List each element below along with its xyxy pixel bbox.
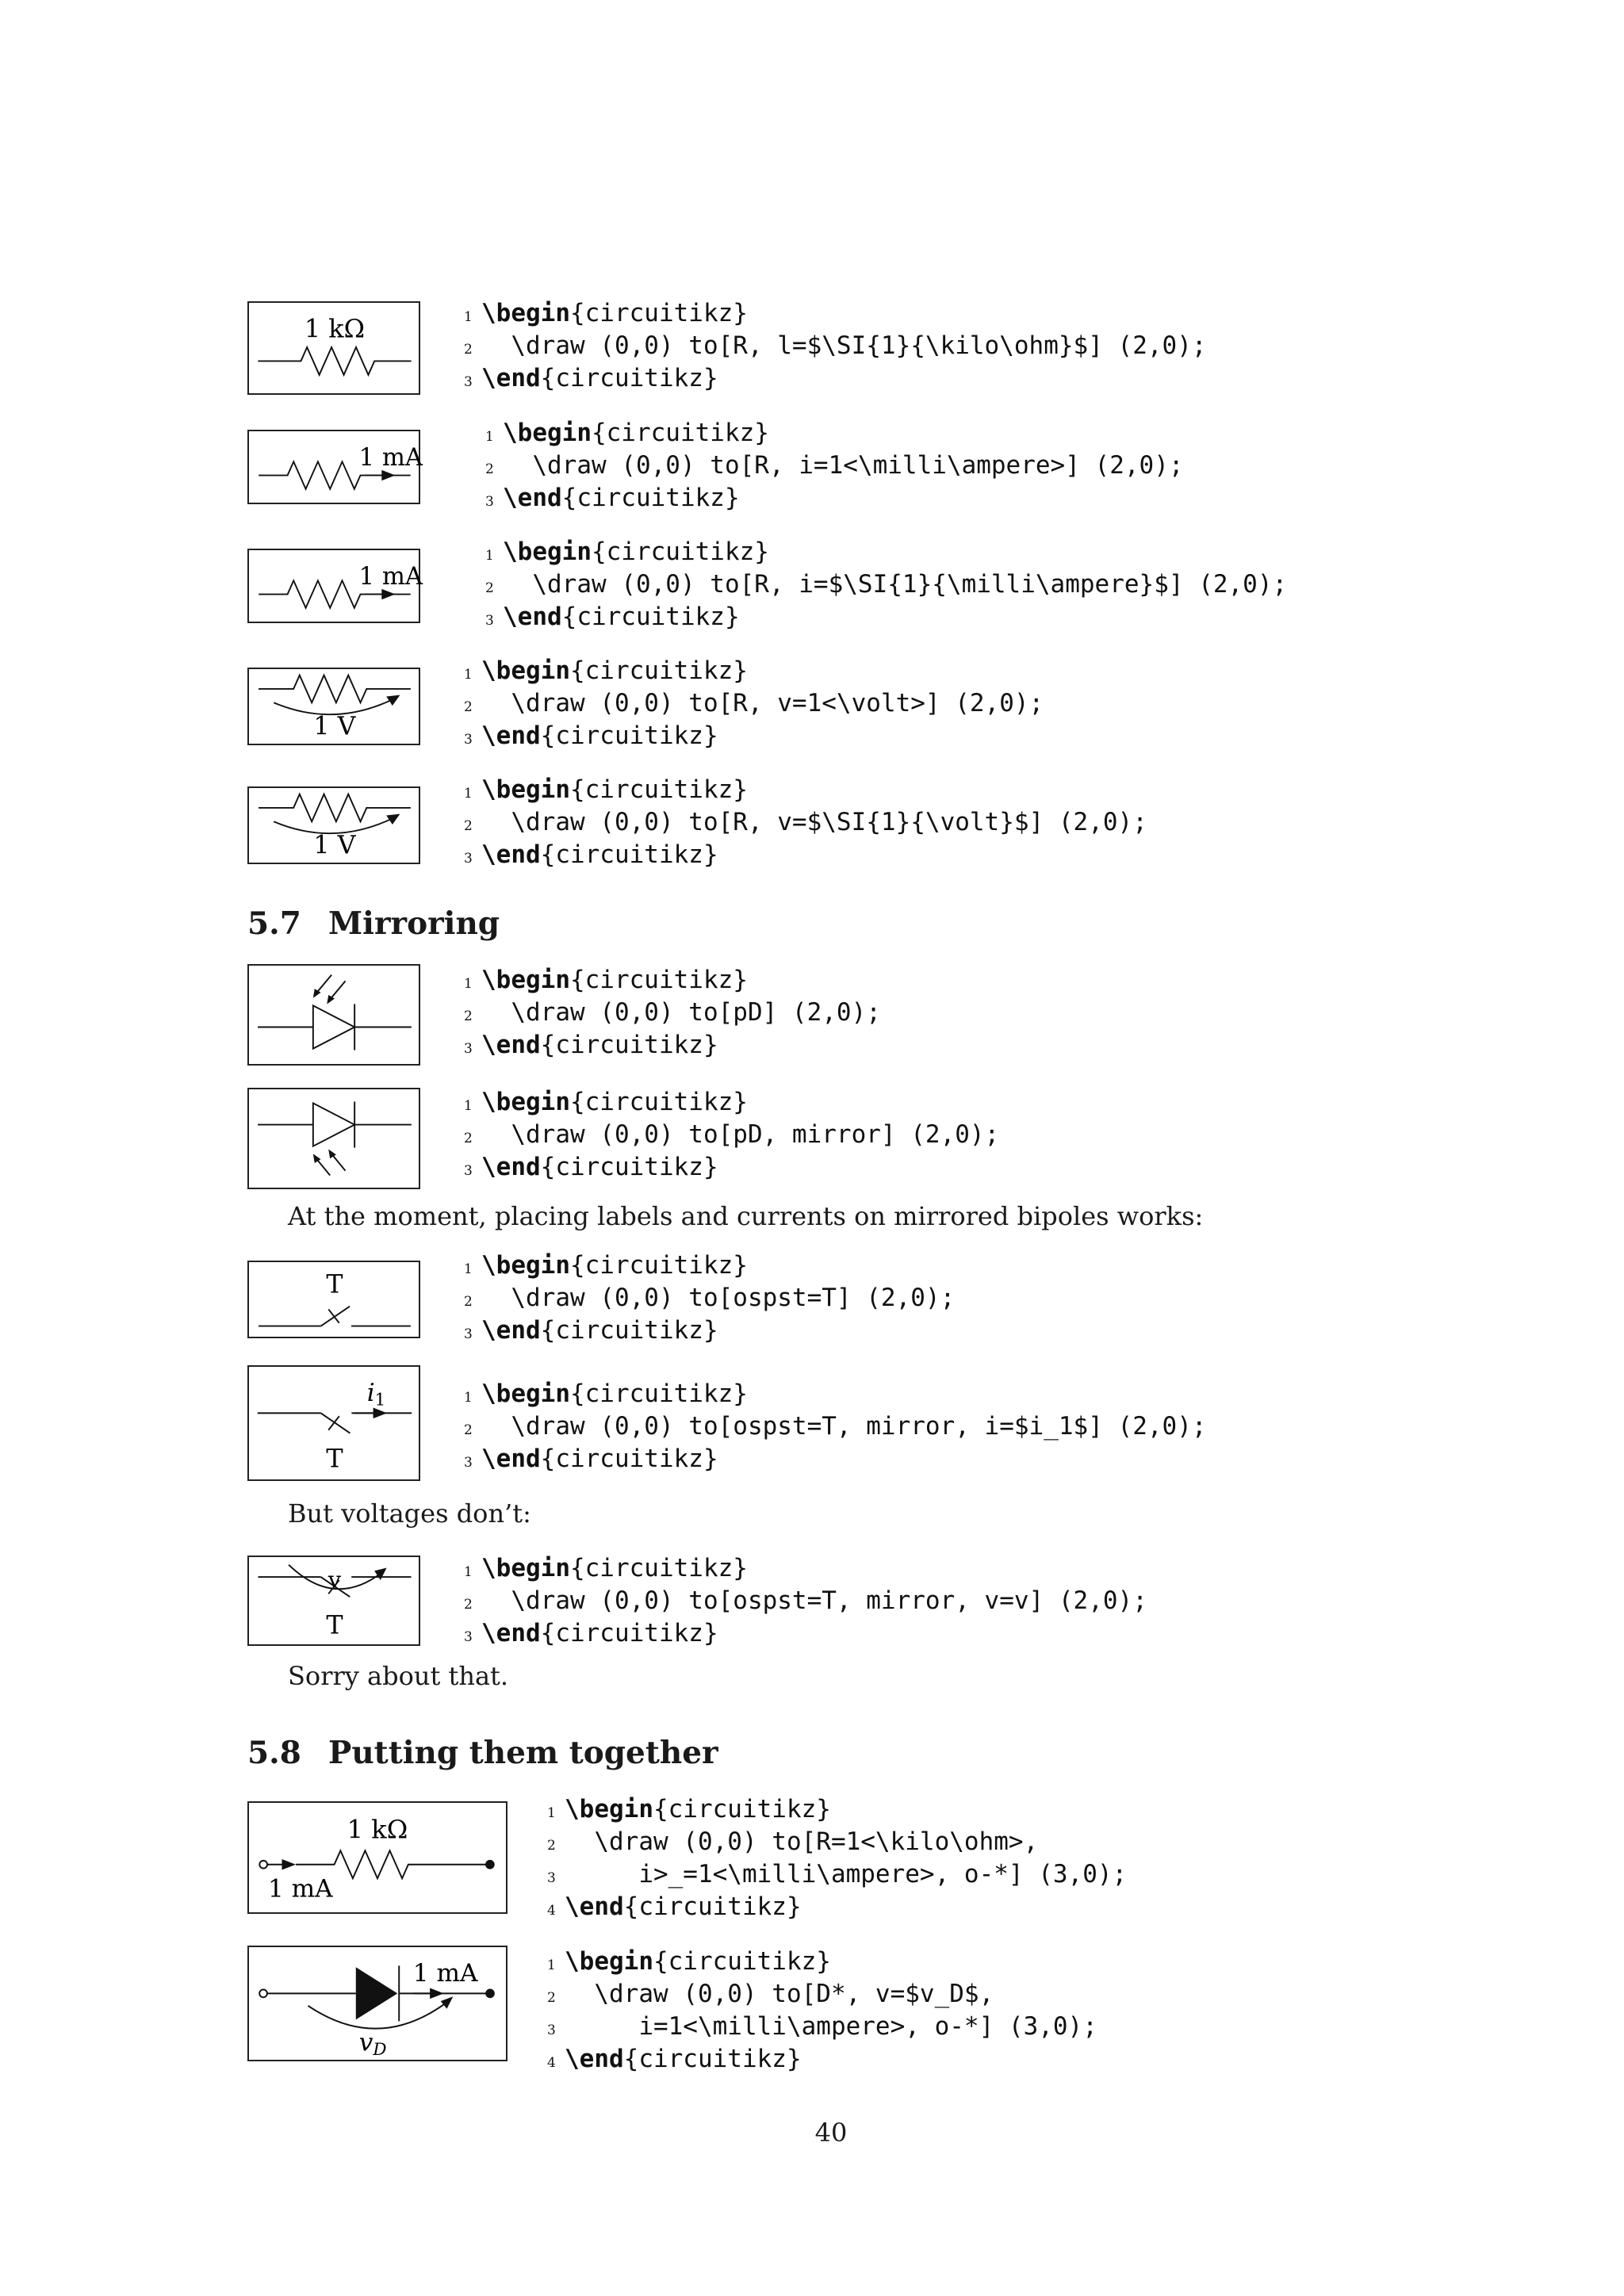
- figure-switch-voltage: [247, 1556, 420, 1646]
- code-line: [464, 1086, 999, 1119]
- code-block-5: [464, 774, 1147, 871]
- section-title: Putting them together: [328, 1735, 718, 1771]
- code-keyword: \begin: [565, 1795, 653, 1823]
- line-number: 1: [464, 976, 473, 992]
- line-number: 4: [547, 2055, 556, 2071]
- code-line: [547, 1891, 1127, 1923]
- current-symbol: [367, 1379, 386, 1410]
- code-block-10: [464, 1552, 1147, 1650]
- line-number: 2: [464, 1008, 473, 1024]
- code-keyword: \end: [481, 364, 541, 392]
- switch-voltage-diagram: [249, 1557, 419, 1644]
- line-number: 1: [464, 786, 473, 802]
- code-text: \draw (0,0) to[ospst=T] (2,0);: [481, 1284, 956, 1312]
- resistor-label-diagram: [249, 303, 419, 393]
- code-line: [547, 2011, 1097, 2043]
- resistor-combined-diagram: [249, 1803, 506, 1912]
- page-number: 40: [814, 2118, 848, 2148]
- code-text: \draw (0,0) to[ospst=T, mirror, i=$i_1$] (2,0);: [481, 1412, 1207, 1441]
- code-block-12: [547, 1946, 1097, 2076]
- code-block-1: [464, 297, 1207, 395]
- line-number: 4: [547, 1903, 556, 1919]
- code-text: {circuitikz}: [569, 656, 748, 685]
- switch-label: T: [326, 1609, 343, 1640]
- section-heading-together: [247, 1735, 718, 1771]
- current-subscript: 1: [374, 1390, 386, 1410]
- line-number: 3: [485, 494, 494, 510]
- resistor-current-diagram: [249, 431, 423, 503]
- code-text: \draw (0,0) to[R, i=1<\milli\ampere>] (2,0);: [503, 451, 1184, 480]
- line-number: 3: [547, 1870, 556, 1886]
- line-number: 2: [464, 1422, 473, 1438]
- code-line: [464, 655, 1044, 687]
- code-keyword: \begin: [481, 656, 570, 685]
- code-keyword: \begin: [481, 966, 570, 994]
- figure-resistor-voltage-si: [247, 786, 420, 864]
- code-keyword: \end: [481, 1445, 541, 1473]
- code-text: {circuitikz}: [540, 1316, 718, 1345]
- photodiode-mirrored-diagram: [249, 1089, 419, 1188]
- code-text: {circuitikz}: [569, 1088, 748, 1116]
- code-text: {circuitikz}: [540, 840, 718, 869]
- code-text: \draw (0,0) to[pD] (2,0);: [481, 998, 881, 1027]
- code-text: {circuitikz}: [540, 1619, 718, 1647]
- code-text: {circuitikz}: [540, 721, 718, 750]
- code-keyword: \begin: [481, 775, 570, 804]
- code-keyword: \begin: [503, 419, 592, 447]
- line-number: 1: [464, 1390, 473, 1406]
- current-label: 1 mA: [412, 1958, 478, 1988]
- switch-current-diagram: [249, 1367, 419, 1479]
- code-line: [547, 1946, 1097, 1978]
- line-number: 2: [464, 1131, 473, 1146]
- code-line: [464, 1378, 1207, 1410]
- line-number: 3: [464, 732, 473, 748]
- code-line: [485, 536, 1287, 568]
- code-text: {circuitikz}: [653, 1795, 831, 1823]
- code-line: [547, 1826, 1127, 1858]
- code-keyword: \end: [481, 721, 541, 750]
- figure-resistor-voltage: [247, 668, 420, 745]
- code-line: [464, 1314, 955, 1347]
- voltage-letter: v: [358, 2028, 373, 2057]
- code-block-8: [464, 1249, 955, 1347]
- diode-combined-diagram: [249, 1947, 506, 2060]
- line-number: 2: [464, 818, 473, 834]
- code-text: {circuitikz}: [540, 1153, 718, 1181]
- paragraph-labels-work: At the moment, placing labels and currents on mirrored bipoles works:: [288, 1201, 1204, 1231]
- figure-diode-combined: [247, 1946, 508, 2061]
- code-keyword: \end: [481, 1316, 541, 1345]
- line-number: 1: [547, 1805, 556, 1821]
- code-text: {circuitikz}: [540, 364, 718, 392]
- section-heading-mirroring: [247, 905, 500, 942]
- code-text: \draw (0,0) to[R, v=1<\volt>] (2,0);: [481, 689, 1044, 718]
- code-block-2: [485, 417, 1184, 515]
- code-keyword: \end: [503, 603, 562, 631]
- code-line: [464, 330, 1207, 362]
- code-line: [547, 1978, 1097, 2011]
- line-number: 3: [464, 1455, 473, 1471]
- switch-label-diagram: [249, 1262, 419, 1337]
- code-line: [464, 1119, 999, 1151]
- line-number: 3: [485, 613, 494, 629]
- code-line: [464, 687, 1044, 720]
- line-number: 1: [464, 1564, 473, 1580]
- code-line: [485, 417, 1184, 450]
- section-number: 5.8: [247, 1735, 301, 1771]
- line-number: 2: [464, 342, 473, 358]
- line-number: 1: [464, 309, 473, 325]
- resistance-label: 1 kΩ: [347, 1814, 408, 1845]
- code-keyword: \end: [481, 1031, 541, 1059]
- line-number: 1: [485, 429, 494, 445]
- switch-label: T: [326, 1443, 343, 1474]
- line-number: 1: [464, 1261, 473, 1277]
- line-number: 2: [547, 1838, 556, 1854]
- code-keyword: \begin: [481, 1380, 570, 1408]
- figure-label: 1 kΩ: [304, 313, 366, 344]
- code-keyword: \begin: [503, 538, 592, 566]
- line-number: 3: [464, 851, 473, 867]
- code-text: {circuitikz}: [569, 775, 748, 804]
- section-number: 5.7: [247, 905, 301, 942]
- code-text: {circuitikz}: [561, 603, 740, 631]
- current-letter: i: [366, 1378, 375, 1407]
- code-text: i=1<\milli\ampere>, o-*] (3,0);: [565, 2012, 1097, 2041]
- code-block-7: [464, 1086, 999, 1184]
- paragraph-sorry: Sorry about that.: [288, 1661, 509, 1691]
- code-line: [464, 1585, 1147, 1617]
- code-line: [464, 1410, 1207, 1443]
- code-text: {circuitikz}: [591, 538, 769, 566]
- current-label: 1 mA: [268, 1874, 333, 1904]
- code-keyword: \end: [565, 2045, 624, 2073]
- code-line: [485, 568, 1287, 601]
- code-line: [464, 1552, 1147, 1585]
- code-line: [464, 1282, 955, 1314]
- code-text: {circuitikz}: [569, 1554, 748, 1582]
- line-number: 3: [464, 1629, 473, 1645]
- figure-switch-current: [247, 1365, 420, 1481]
- code-text: \draw (0,0) to[R, v=$\SI{1}{\volt}$] (2,0);: [481, 808, 1147, 836]
- code-text: {circuitikz}: [623, 2045, 802, 2073]
- code-line: [464, 997, 881, 1029]
- code-text: {circuitikz}: [569, 1380, 748, 1408]
- paragraph-voltages-dont: But voltages don’t:: [288, 1498, 531, 1529]
- code-keyword: \begin: [481, 1251, 570, 1280]
- code-line: [547, 1793, 1127, 1826]
- code-line: [547, 1858, 1127, 1891]
- code-keyword: \end: [481, 1153, 541, 1181]
- code-keyword: \begin: [565, 1947, 653, 1976]
- code-text: {circuitikz}: [540, 1031, 718, 1059]
- code-line: [485, 482, 1184, 515]
- code-text: {circuitikz}: [569, 1251, 748, 1280]
- code-line: [464, 774, 1147, 806]
- section-title: Mirroring: [328, 905, 500, 942]
- line-number: 3: [464, 1326, 473, 1342]
- voltage-label: 1 V: [313, 831, 356, 860]
- code-line: [464, 720, 1044, 752]
- line-number: 2: [547, 1990, 556, 2006]
- switch-label: T: [326, 1270, 343, 1299]
- code-line: [464, 1249, 955, 1282]
- voltage-subscript: D: [373, 2040, 387, 2061]
- figure-photodiode-mirrored: [247, 1088, 420, 1189]
- figure-resistor-combined: [247, 1801, 508, 1914]
- line-number: 3: [464, 1163, 473, 1179]
- resistor-voltage-diagram: [249, 669, 419, 744]
- line-number: 2: [485, 461, 494, 477]
- code-text: {circuitikz}: [569, 299, 748, 327]
- voltage-label: 1 V: [313, 712, 356, 741]
- code-line: [464, 362, 1207, 395]
- code-line: [464, 839, 1147, 871]
- line-number: 1: [464, 667, 473, 683]
- code-keyword: \begin: [481, 1554, 570, 1582]
- line-number: 3: [464, 374, 473, 390]
- code-text: {circuitikz}: [653, 1947, 831, 1976]
- code-block-6: [464, 964, 881, 1062]
- code-line: [464, 1029, 881, 1062]
- line-number: 2: [464, 699, 473, 715]
- code-line: [464, 1151, 999, 1184]
- line-number: 2: [464, 1294, 473, 1310]
- code-keyword: \end: [503, 484, 562, 512]
- code-text: \draw (0,0) to[D*, v=$v_D$,: [565, 1980, 994, 2008]
- figure-resistor-current-si: [247, 549, 423, 623]
- code-text: \draw (0,0) to[R, i=$\SI{1}{\milli\ampere}$] (2,0);: [503, 570, 1288, 599]
- code-keyword: \end: [481, 840, 541, 869]
- code-keyword: \end: [481, 1619, 541, 1647]
- line-number: 3: [547, 2022, 556, 2038]
- code-text: {circuitikz}: [540, 1445, 718, 1473]
- code-block-3: [485, 536, 1287, 633]
- code-block-9: [464, 1378, 1207, 1475]
- code-text: {circuitikz}: [569, 966, 748, 994]
- code-line: [485, 450, 1184, 482]
- line-number: 2: [485, 580, 494, 596]
- figure-resistor-current: [247, 430, 423, 504]
- current-label: 1 mA: [358, 444, 423, 473]
- code-block-11: [547, 1793, 1127, 1923]
- code-keyword: \begin: [481, 1088, 570, 1116]
- code-text: \draw (0,0) to[ospst=T, mirror, v=v] (2,0);: [481, 1586, 1147, 1615]
- code-text: \draw (0,0) to[R=1<\kilo\ohm>,: [565, 1827, 1039, 1856]
- code-line: [464, 806, 1147, 839]
- line-number: 1: [547, 1957, 556, 1973]
- code-text: \draw (0,0) to[pD, mirror] (2,0);: [481, 1120, 1000, 1149]
- code-line: [464, 1617, 1147, 1650]
- code-line: [547, 2043, 1097, 2076]
- line-number: 1: [485, 548, 494, 564]
- code-line: [464, 297, 1207, 330]
- code-text: i>_=1<\milli\ampere>, o-*] (3,0);: [565, 1860, 1128, 1888]
- figure-switch-label: [247, 1261, 420, 1338]
- figure-photodiode: [247, 964, 420, 1066]
- code-text: {circuitikz}: [623, 1892, 802, 1921]
- code-text: \draw (0,0) to[R, l=$\SI{1}{\kilo\ohm}$] (2,0);: [481, 331, 1207, 360]
- resistor-voltage-si-diagram: [249, 788, 419, 863]
- line-number: 1: [464, 1098, 473, 1114]
- code-text: {circuitikz}: [591, 419, 769, 447]
- code-line: [464, 964, 881, 997]
- line-number: 2: [464, 1597, 473, 1613]
- voltage-label: v: [327, 1566, 342, 1594]
- voltage-symbol: [359, 2028, 387, 2060]
- line-number: 3: [464, 1041, 473, 1057]
- code-text: {circuitikz}: [561, 484, 740, 512]
- code-line: [464, 1443, 1207, 1475]
- code-block-4: [464, 655, 1044, 752]
- photodiode-diagram: [249, 966, 419, 1064]
- current-label: 1 mA: [358, 563, 423, 591]
- code-keyword: \begin: [481, 299, 570, 327]
- code-keyword: \end: [565, 1892, 624, 1921]
- figure-resistor-label: [247, 301, 420, 395]
- resistor-current-si-diagram: [249, 550, 423, 622]
- code-line: [485, 601, 1287, 633]
